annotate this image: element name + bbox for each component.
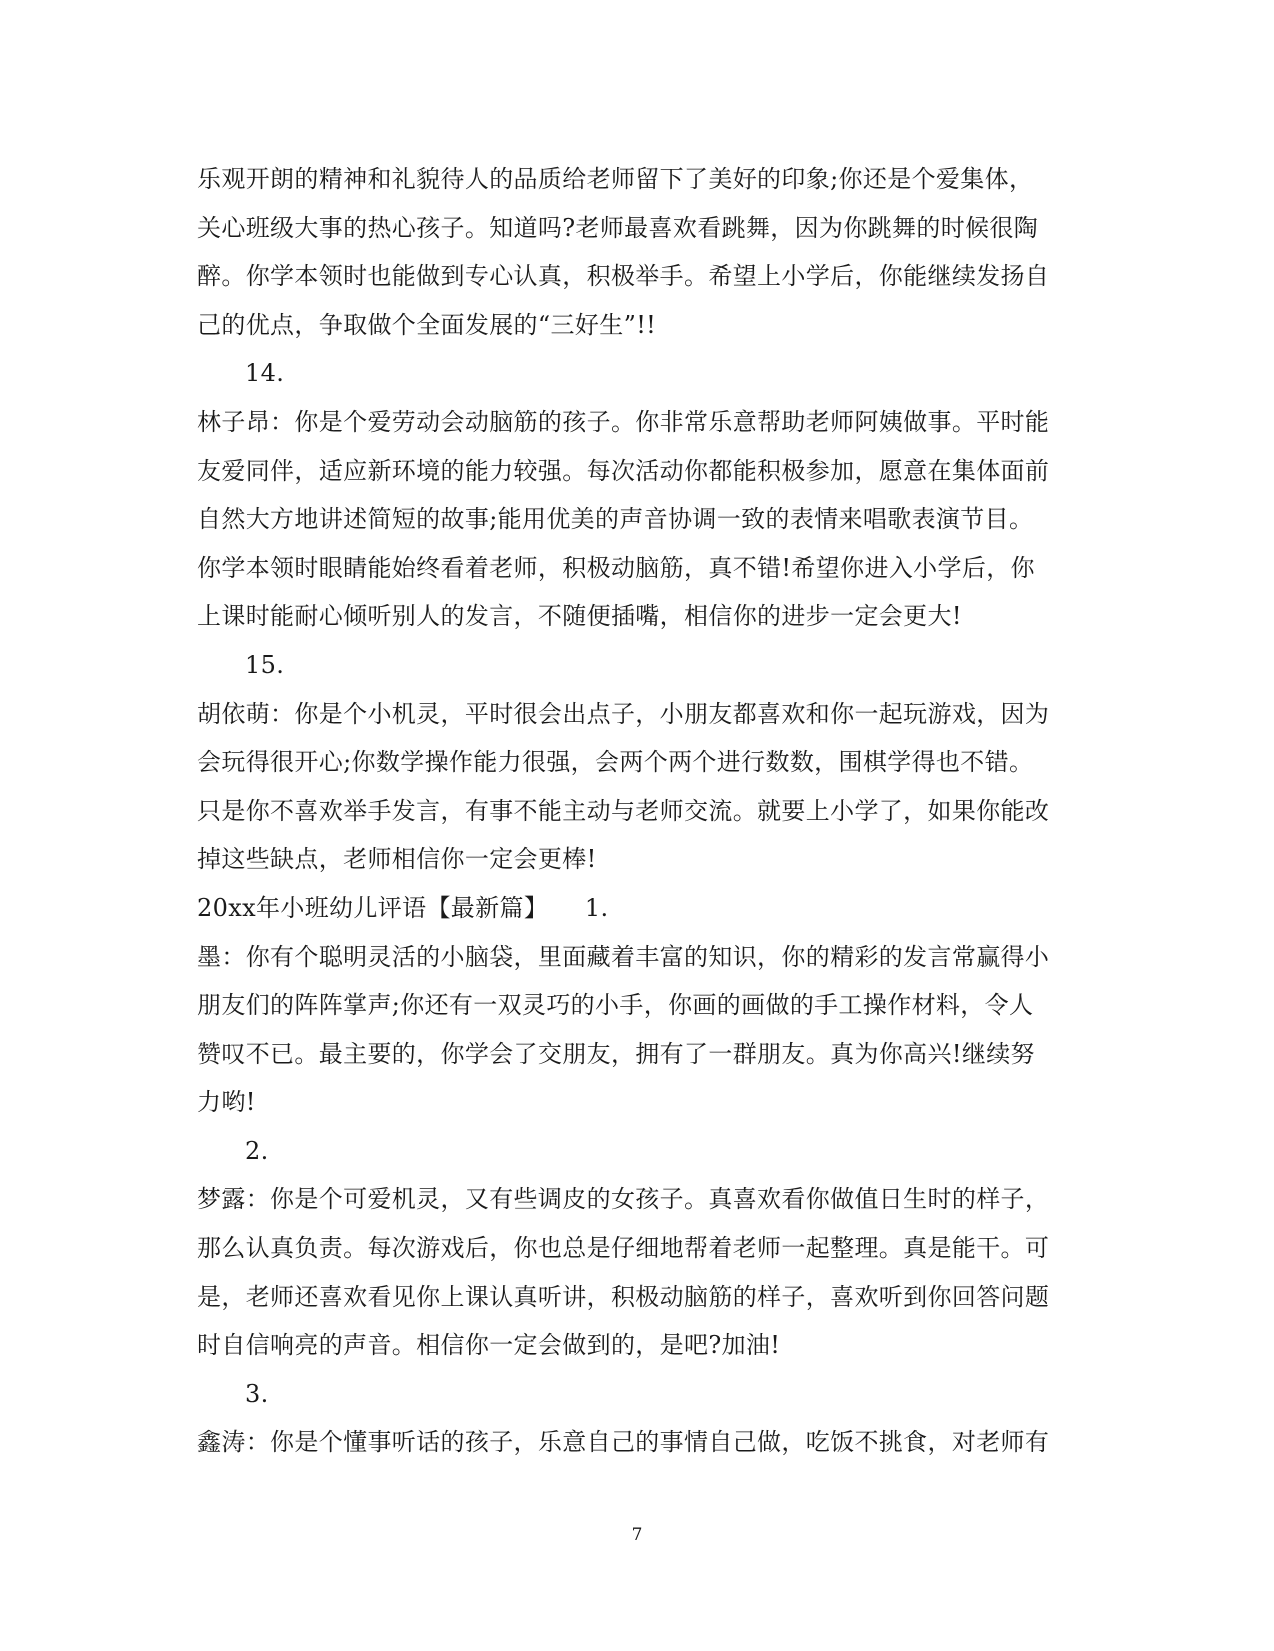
text-line: 朋友们的阵阵掌声;你还有一双灵巧的小手，你画的画做的手工操作材料，令人: [197, 991, 1034, 1020]
text-line: 是，老师还喜欢看见你上课认真听讲，积极动脑筋的样子，喜欢听到你回答问题: [197, 1282, 1050, 1311]
text-line: 关心班级大事的热心孩子。知道吗?老师最喜欢看跳舞，因为你跳舞的时候很陶: [197, 213, 1039, 242]
text-line: 乐观开朗的精神和礼貌待人的品质给老师留下了美好的印象;你还是个爱集体，: [197, 165, 1034, 193]
section-heading: 20xx年小班幼儿评语【最新篇】 1.: [197, 893, 609, 922]
body-text: [197, 155, 1077, 1467]
text-line: 友爱同伴，适应新环境的能力较强。每次活动你都能积极参加，愿意在集体面前: [197, 456, 1050, 485]
text-line: 会玩得很开心;你数学操作能力很强，会两个两个进行数数，围棋学得也不错。: [197, 748, 1034, 777]
text-line: 力哟!: [197, 1088, 256, 1117]
text-line: 上课时能耐心倾听别人的发言，不随便插嘴，相信你的进步一定会更大!: [197, 602, 962, 631]
text-line: 时自信响亮的声音。相信你一定会做到的，是吧?加油!: [197, 1331, 781, 1360]
text-line: 梦露：你是个可爱机灵，又有些调皮的女孩子。真喜欢看你做值日生时的样子，: [197, 1185, 1050, 1214]
text-line: 林子昂：你是个爱劳动会动脑筋的孩子。你非常乐意帮助老师阿姨做事。平时能: [197, 407, 1050, 436]
text-line: 那么认真负责。每次游戏后，你也总是仔细地帮着老师一起整理。真是能干。可: [197, 1234, 1050, 1263]
text-line: 自然大方地讲述简短的故事;能用优美的声音协调一致的表情来唱歌表演节目。: [197, 505, 1034, 534]
text-line: 鑫涛：你是个懂事听话的孩子，乐意自己的事情自己做，吃饭不挑食，对老师有: [197, 1428, 1050, 1457]
text-line: 你学本领时眼睛能始终看着老师，积极动脑筋，真不错!希望你进入小学后，你: [197, 553, 1035, 582]
text-line: 墨：你有个聪明灵活的小脑袋，里面藏着丰富的知识，你的精彩的发言常赢得小: [197, 942, 1050, 971]
item-number: 2.: [245, 1136, 269, 1165]
item-number: 15.: [245, 650, 285, 679]
text-line: 己的优点，争取做个全面发展的“三好生”!!: [197, 310, 657, 339]
item-number: 3.: [245, 1379, 269, 1408]
text-line: 赞叹不已。最主要的，你学会了交朋友，拥有了一群朋友。真为你高兴!继续努: [197, 1039, 1035, 1068]
item-number: 14.: [245, 359, 285, 388]
page-number: 7: [631, 1525, 643, 1545]
text-line: 只是你不喜欢举手发言，有事不能主动与老师交流。就要上小学了，如果你能改: [197, 796, 1050, 825]
text-line: 醉。你学本领时也能做到专心认真，积极举手。希望上小学后，你能继续发扬自: [197, 262, 1050, 291]
text-line: 掉这些缺点，老师相信你一定会更棒!: [197, 845, 597, 874]
text-line: 胡依萌：你是个小机灵，平时很会出点子，小朋友都喜欢和你一起玩游戏，因为: [197, 699, 1050, 728]
